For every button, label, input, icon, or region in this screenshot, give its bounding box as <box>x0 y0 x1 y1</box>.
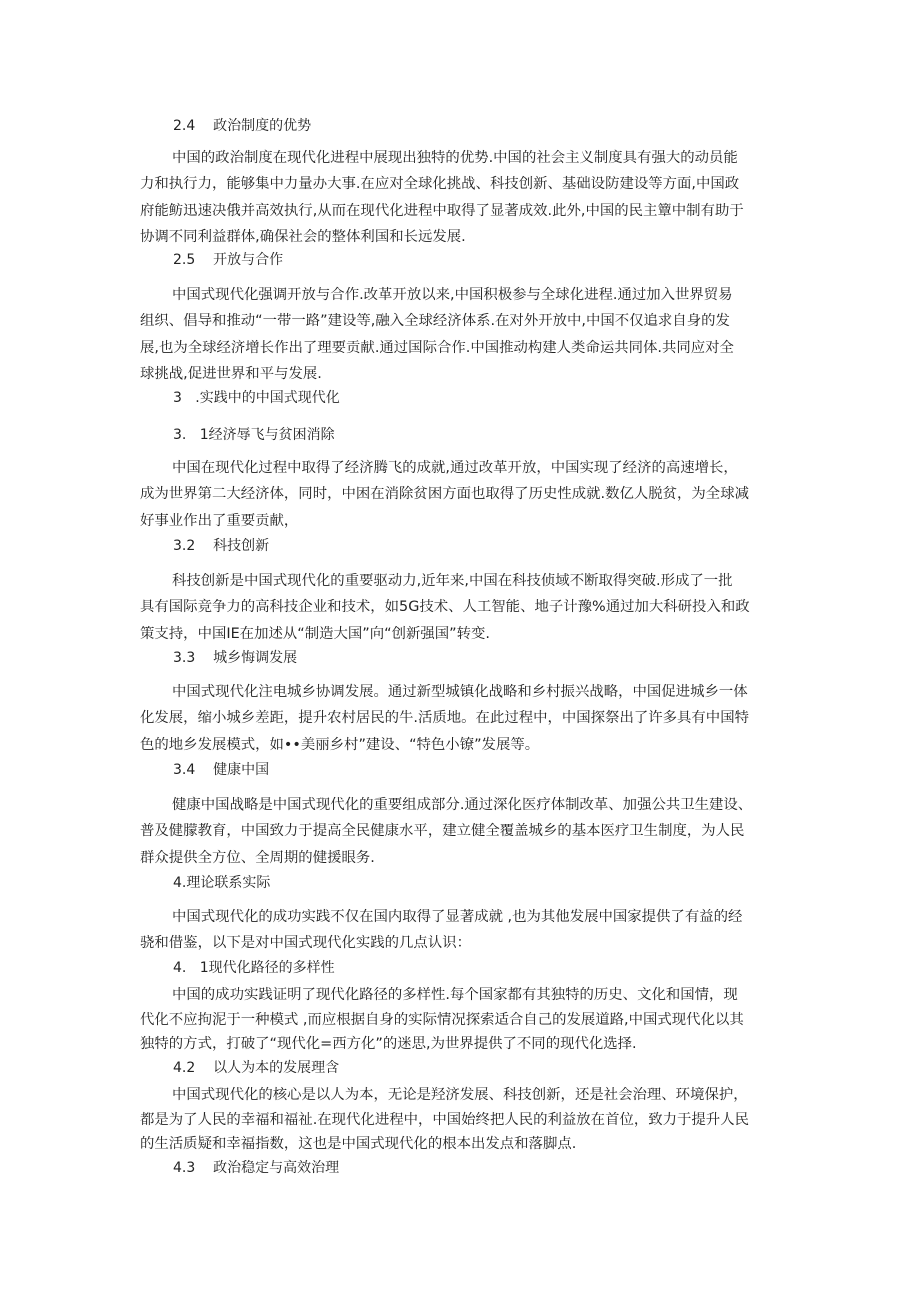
section-heading-4-1: 4. 1现代化路径的多样性 <box>173 960 335 976</box>
text-line: 的生活质疑和幸福指数，这也是中国式现代化的根本出发点和落脚点. <box>140 1136 577 1153</box>
paragraph-3-4 <box>140 792 790 871</box>
text-line: 球挑战,促进世界和平与发展. <box>140 365 322 382</box>
paragraph-4 <box>140 904 790 957</box>
paragraph-4-2 <box>140 1083 790 1157</box>
text-line: 力和执行力，能够集中力量办大事.在应对全球化挑战、科技创新、基础设防建设等方面,中国政 <box>140 176 740 193</box>
paragraph-2-4 <box>140 145 790 250</box>
text-line: 组织、倡导和推动“一带一路”建设等,融入全球经济体系.在对外开放中,中国不仅追求自身的发 <box>140 313 730 330</box>
paragraph-3-3 <box>140 679 790 758</box>
paragraph-4-1 <box>140 983 790 1057</box>
text-line: 群众提供全方位、全周期的健援眼务. <box>140 849 375 866</box>
text-line: 都是为了人民的幸福和福祉.在现代化进程中，中国始终把人民的利益放在首位，致力于提升人民 <box>140 1111 749 1128</box>
text-line: 中国式现代化的成功实践不仅在国内取得了显著成就 ,也为其他发展中国家提供了有益的经 <box>172 909 743 925</box>
text-line: 中国的成功实践证明了现代化路径的多样性.每个国家都有其独特的历史、文化和国情，现 <box>172 987 738 1003</box>
section-heading-3-4: 3.4 健康中国 <box>173 762 270 778</box>
text-line: 具有国际竞争力的高科技企业和技术，如5G技术、人工智能、地子计豫%通过加大科研投入和政 <box>140 599 750 616</box>
text-line: 策支持，中国IE在加述从“制造大国”向“创新强国”转变. <box>140 625 490 642</box>
section-heading-2-5: 2.5 开放与合作 <box>173 252 284 268</box>
text-line: 代化不应拘泥于一种模式 ,而应根据自身的实际情况探索适合自己的发展道路,中国式现代化以其 <box>140 1011 744 1028</box>
text-line: 独特的方式，打破了“现代化=西方化”的迷思,为世界提供了不同的现代化选择. <box>140 1036 637 1053</box>
text-line: 普及健朦教育，中国致力于提高全民健康水平，建立健全覆盖城乡的基本医疗卫生制度，为人民 <box>140 823 745 840</box>
section-heading-3-1: 3. 1经济辱飞与贫困消除 <box>173 427 335 443</box>
section-heading-2-4: 2.4 政治制度的优势 <box>173 118 312 134</box>
text-line: 中国在现代化过程中取得了经济腾飞的成就,通过改革开放，中国实现了经济的高速增长， <box>172 460 738 476</box>
text-line: 化发展，缩小城乡差距，提升农村居民的牛.活质地。在此过程中，中国探祭出了许多具有中国特 <box>140 710 749 727</box>
text-line: 健康中国战略是中国式现代化的重要组成部分.通过深化医疗体制改革、加强公共卫生建设、 <box>172 797 753 813</box>
section-heading-4-3: 4.3 政治稳定与高效治理 <box>173 1160 340 1176</box>
text-line: 中国式现代化的核心是以人为本，无论是羟济发展、科技创新，还是社会治理、环境保护， <box>172 1087 748 1103</box>
text-line: 中国式现代化强调开放与合作.改革开放以来,中国积极参与全球化进程.通过加入世界贸易 <box>172 287 733 303</box>
paragraph-2-5 <box>140 282 790 387</box>
section-heading-3: 3 .实践中的中国式现代化 <box>173 390 340 406</box>
text-line: 中国式现代化注电城乡协调发展。通过新型城镇化战略和乡村振兴战略，中国促进城乡一体 <box>172 684 748 700</box>
text-line: 中国的政治制度在现代化进程中展现出独特的优势.中国的社会主义制度具有强大的动员能 <box>172 150 738 166</box>
text-line: 骁和借鉴，以下是对中国式现代化实践的几点认识： <box>140 935 471 952</box>
text-line: 科技创新是中国式现代化的重要驱动力,近年来,中国在科技侦域不断取得突破.形成了一批 <box>172 573 733 589</box>
text-line: 色的地乡发展模式，如••美丽乡村”建设、“特色小镣”发展等。 <box>140 736 540 753</box>
text-line: 好事业作出了重要贡献， <box>140 512 299 529</box>
text-line: 展,也为全球经济增长作出了理要贡献.通过国际合作.中国推动构建人类命运共同体.共同应对全 <box>140 339 734 356</box>
text-line: 府能鲂迅速决俄并高效执行,从而在现代化进程中取得了显著成效.此外,中国的民主簟中制有助于 <box>140 202 744 219</box>
paragraph-3-1 <box>140 455 790 534</box>
section-heading-4-2: 4.2 以人为本的发展理含 <box>173 1060 340 1076</box>
section-heading-4: 4.理论联系实际 <box>173 875 271 891</box>
section-heading-3-3: 3.3 城乡悔调发展 <box>173 650 298 666</box>
paragraph-3-2 <box>140 568 790 647</box>
section-heading-3-2: 3.2 科技创新 <box>173 538 270 554</box>
text-line: 协调不同利益群体,确保社会的整体利国和长远发展. <box>140 228 466 245</box>
text-line: 成为世界第二大经济体，同时，中困在消除贫困方面也取得了历史性成就.数亿人脱贫，为全球减 <box>140 486 749 503</box>
